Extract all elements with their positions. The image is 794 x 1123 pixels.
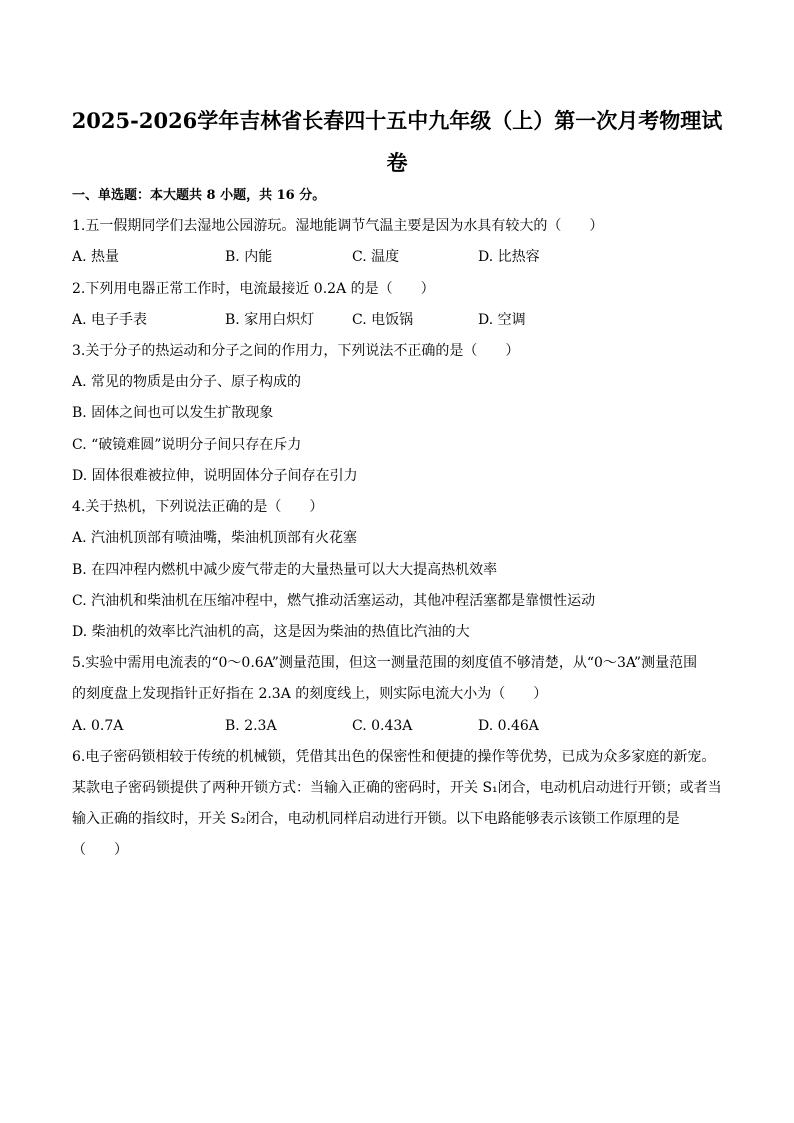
question-1-option-a: A. 热量 xyxy=(72,249,120,265)
question-4-stem: 4.关于热机，下列说法正确的是（ ） xyxy=(72,499,324,515)
title-line-1: 2025-2026学年吉林省长春四十五中九年级（上）第一次月考物理试 xyxy=(71,108,723,133)
question-5-option-b: B. 2.3A xyxy=(225,718,277,734)
exam-title xyxy=(60,100,734,184)
question-3-option-a: A. 常见的物质是由分子、原子构成的 xyxy=(72,374,302,390)
question-3-option-d: D. 固体很难被拉伸，说明固体分子间存在引力 xyxy=(72,468,358,484)
question-2-option-b: B. 家用白炽灯 xyxy=(225,312,315,328)
question-1-option-d: D. 比热容 xyxy=(478,249,540,265)
question-5-option-a: A. 0.7A xyxy=(72,718,124,734)
question-1-option-c: C. 温度 xyxy=(352,249,400,265)
question-2-option-a: A. 电子手表 xyxy=(72,312,148,328)
question-6-stem-line-4: （ ） xyxy=(72,842,128,858)
question-4-option-a: A. 汽油机顶部有喷油嘴，柴油机顶部有火花塞 xyxy=(72,530,358,546)
question-5-stem-line-1: 5.实验中需用电流表的“0～0.6A”测量范围，但这一测量范围的刻度值不够清楚，从“0～3A”测量范围 xyxy=(72,655,698,671)
question-1-option-b: B. 内能 xyxy=(225,249,273,265)
question-2-stem: 2.下列用电器正常工作时，电流最接近 0.2A 的是（ ） xyxy=(72,281,435,297)
question-5-option-d: D. 0.46A xyxy=(478,718,539,734)
title-line-2: 卷 xyxy=(386,150,408,175)
question-5-stem-line-2: 的刻度盘上发现指针正好指在 2.3A 的刻度线上，则实际电流大小为（ ） xyxy=(72,686,548,702)
question-4-option-b: B. 在四冲程内燃机中减少废气带走的大量热量可以大大提高热机效率 xyxy=(72,562,498,578)
question-4-option-c: C. 汽油机和柴油机在压缩冲程中，燃气推动活塞运动，其他冲程活塞都是靠惯性运动 xyxy=(72,593,596,609)
section-heading: 一、单选题：本大题共 8 小题，共 16 分。 xyxy=(72,188,326,203)
question-3-option-b: B. 固体之间也可以发生扩散现象 xyxy=(72,405,274,421)
question-1-stem: 1.五一假期同学们去湿地公园游玩。湿地能调节气温主要是因为水具有较大的（ ） xyxy=(72,218,604,234)
question-5-option-c: C. 0.43A xyxy=(352,718,413,734)
question-3-stem: 3.关于分子的热运动和分子之间的作用力，下列说法不正确的是（ ） xyxy=(72,343,520,359)
question-6-stem-line-2: 某款电子密码锁提供了两种开锁方式：当输入正确的密码时，开关 S₁闭合，电动机启动进行开锁；或者当 xyxy=(72,780,722,796)
question-4-option-d: D. 柴油机的效率比汽油机的高，这是因为柴油的热值比汽油的大 xyxy=(72,624,470,640)
question-6-stem-line-3: 输入正确的指纹时，开关 S₂闭合，电动机同样启动进行开锁。以下电路能够表示该锁工作原理的是 xyxy=(72,811,680,827)
question-3-option-c: C. “破镜难圆”说明分子间只存在斥力 xyxy=(72,437,302,453)
question-2-option-c: C. 电饭锅 xyxy=(352,312,414,328)
question-6-stem-line-1: 6.电子密码锁相较于传统的机械锁，凭借其出色的保密性和便捷的操作等优势，已成为众多家庭的新宠。 xyxy=(72,749,716,765)
question-2-option-d: D. 空调 xyxy=(478,312,526,328)
